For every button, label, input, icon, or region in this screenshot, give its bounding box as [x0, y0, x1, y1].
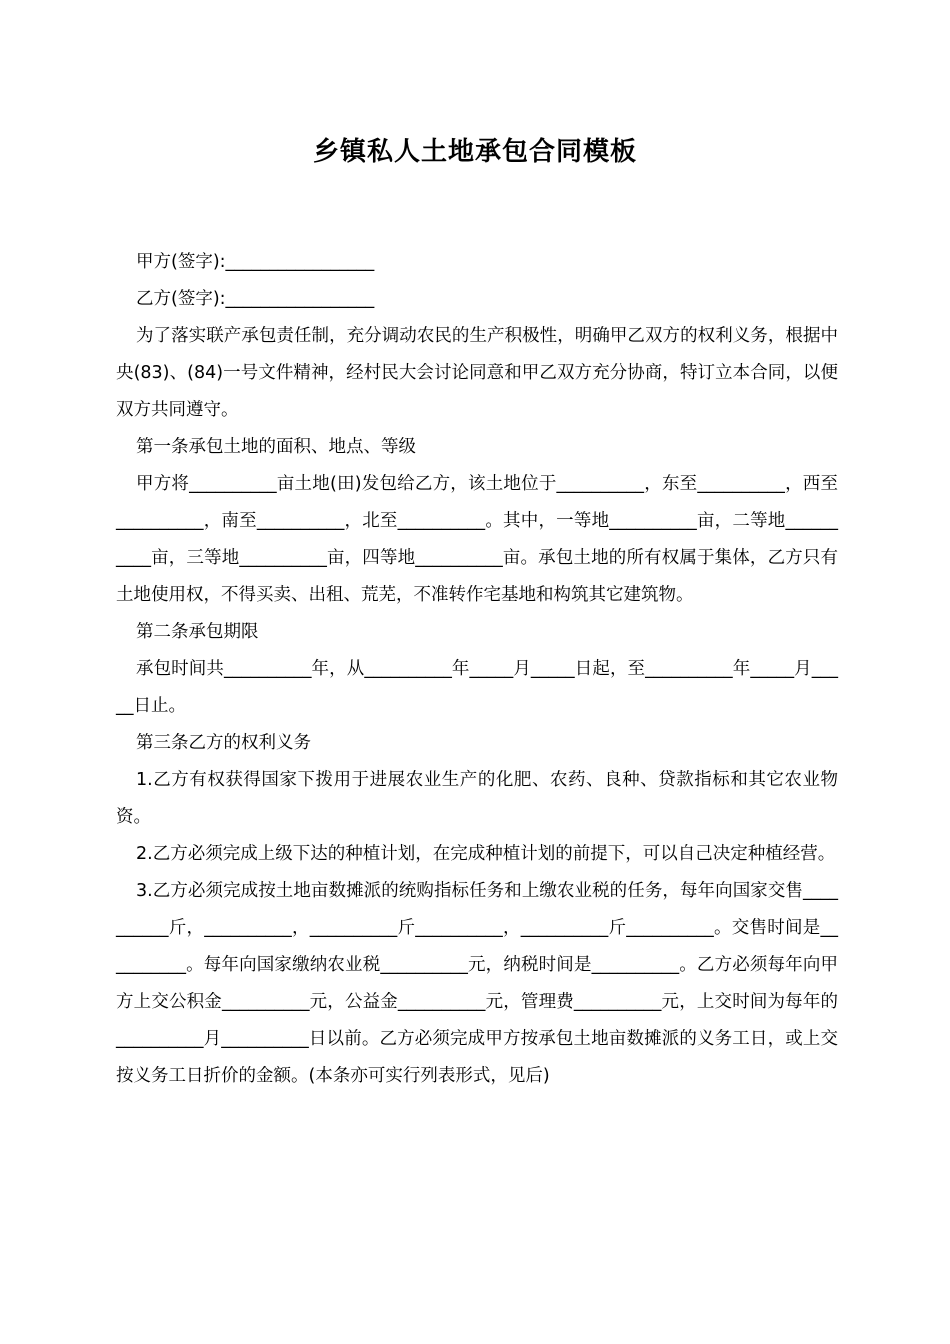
article-3-heading: 第三条乙方的权利义务: [136, 733, 311, 753]
document-body: [116, 244, 838, 1095]
article-2-body: 承包时间共__________年，从__________年_____月_____日起，至__________年_____月_____日止。: [116, 659, 838, 716]
article-1-heading: 第一条承包土地的面积、地点、等级: [136, 437, 416, 457]
article-3-item-1: 1.乙方有权获得国家下拨用于进展农业生产的化肥、农药、良种、贷款指标和其它农业物资。: [116, 770, 838, 827]
party-b-signature-line: 乙方(签字):_________________: [136, 289, 375, 309]
article-1-body: 甲方将__________亩土地(田)发包给乙方，该土地位于__________，东至__________，西至__________，南至__________，北至__________。其中，一等地__________亩，二等地__________亩，三等地__________亩，四等地__________亩。承包土地的所有权属于集体，乙方只有土地使用权，不得买卖、出租、荒芜，不准转作宅基地和构筑其它建筑物。: [116, 474, 838, 605]
party-a-signature-line: 甲方(签字):_________________: [136, 252, 375, 272]
article-2-heading: 第二条承包期限: [136, 622, 259, 642]
document-title: 乡镇私人土地承包合同模板: [312, 137, 637, 167]
article-3-item-2: 2.乙方必须完成上级下达的种植计划，在完成种植计划的前提下，可以自己决定种植经营。: [136, 844, 836, 864]
article-3-item-3: 3.乙方必须完成按土地亩数摊派的统购指标任务和上缴农业税的任务，每年向国家交售__________斤，__________，__________斤__________，__________斤__________。交售时间是__________。每年向国家缴纳农业税__________元，纳税时间是__________。乙方必须每年向甲方上交公积金__________元，公益金__________元，管理费__________元，上交时间为每年的__________月__________日以前。乙方必须完成甲方按承包土地亩数摊派的义务工日，或上交按义务工日折价的金额。(本条亦可实行列表形式，见后): [116, 881, 838, 1086]
preamble-paragraph: 为了落实联产承包责任制，充分调动农民的生产积极性，明确甲乙双方的权利义务，根据中央(83)、(84)一号文件精神，经村民大会讨论同意和甲乙双方充分协商，特订立本合同，以便双方共同遵守。: [116, 326, 838, 420]
